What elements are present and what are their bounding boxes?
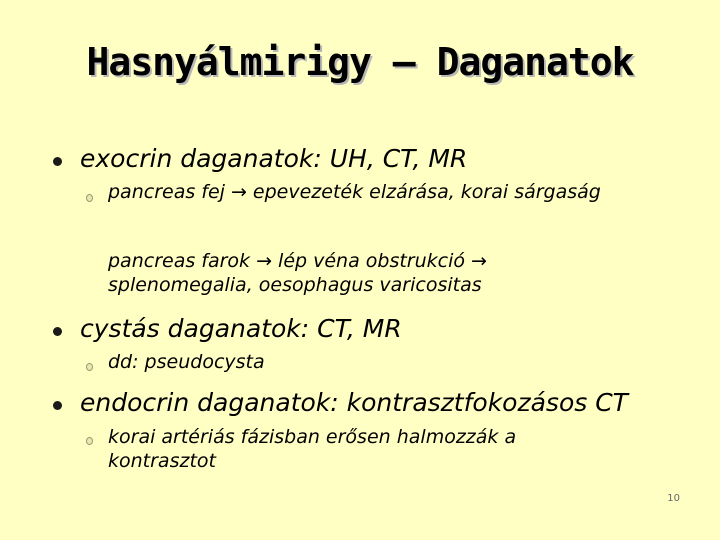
item-2-text: cystás daganatok: CT, MR xyxy=(80,314,402,343)
item-2-sub-1: dd: pseudocysta xyxy=(108,351,265,373)
sub-bullet-1-1 xyxy=(86,194,93,202)
page-number: 10 xyxy=(667,493,680,504)
item-1-text: exocrin daganatok: UH, CT, MR xyxy=(80,144,468,173)
slide-title: Hasnyálmirigy – Daganatok xyxy=(86,40,634,84)
item-3-sub-1: korai artériás fázisban erősen halmozzák a kontrasztot xyxy=(108,426,517,472)
item-1-sub-1: pancreas fej → epevezeték elzárása, korai sárgaság xyxy=(108,181,601,203)
item-1-sub-2: pancreas farok → lép véna obstrukció → splenomegalia, oesophagus varicositas xyxy=(108,250,487,296)
bullet-3 xyxy=(53,401,62,410)
item-3-text: endocrin daganatok: kontrasztfokozásos CT xyxy=(80,388,628,417)
bullet-2 xyxy=(53,327,62,336)
sub-bullet-3-1 xyxy=(86,437,93,445)
sub-bullet-2-1 xyxy=(86,363,93,371)
bullet-1 xyxy=(53,157,62,166)
